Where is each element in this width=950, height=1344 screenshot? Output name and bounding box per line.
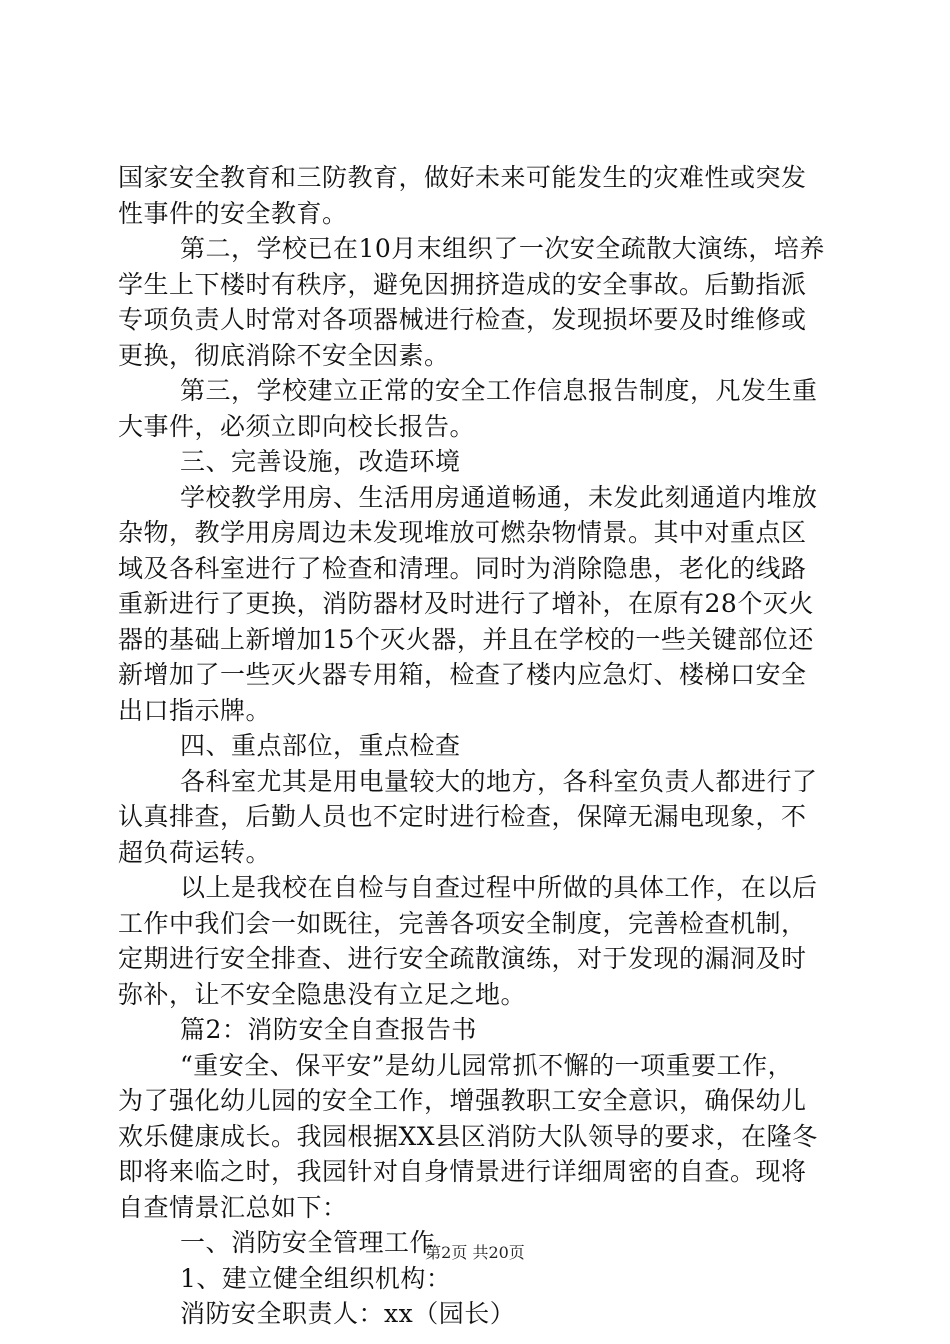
text-line: 学校教学用房、生活用房通道畅通，未发此刻通道内堆放 (180, 482, 818, 512)
text-line: 杂物，教学用房周边未发现堆放可燃杂物情景。其中对重点区 (118, 518, 807, 547)
text-line: 域及各科室进行了检查和清理。同时为消除隐患，老化的线路 (118, 553, 807, 583)
text-line: 重新进行了更换，消防器材及时进行了增补，在原有28个灭火 (118, 589, 814, 618)
text-line: 超负荷运转。 (118, 837, 272, 867)
text-line: 国家安全教育和三防教育，做好未来可能发生的灾难性或突发 (118, 163, 807, 192)
text-line: 以上是我校在自检与自查过程中所做的具体工作，在以后 (180, 873, 818, 902)
text-line: 认真排查，后勤人员也不定时进行检查，保障无漏电现象，不 (118, 802, 807, 831)
text-line: 第二，学校已在10月末组织了一次安全疏散大演练，培养 (180, 234, 825, 263)
text-line: 即将来临之时，我园针对自身情景进行详细周密的自查。现将 (118, 1157, 807, 1186)
text-line: 三、完善设施，改造环境 (180, 447, 461, 476)
text-line: 出口指示牌。 (118, 695, 272, 725)
text-line: 更换，彻底消除不安全因素。 (118, 340, 450, 370)
text-line: 器的基础上新增加15个灭火器，并且在学校的一些关键部位还 (118, 624, 814, 654)
text-line: 为了强化幼儿园的安全工作，增强教职工安全意识，确保幼儿 (118, 1086, 807, 1115)
text-line: 欢乐健康成长。我园根据XX县区消防大队领导的要求，在隆冬 (118, 1121, 818, 1151)
document-body (118, 160, 833, 1332)
text-line: 篇2：消防安全自查报告书 (180, 1015, 477, 1044)
page-footer: 第2页 共20页 (425, 1243, 525, 1262)
text-line: 第三，学校建立正常的安全工作信息报告制度，凡发生重 (180, 376, 818, 405)
text-line: 性事件的安全教育。 (118, 198, 348, 228)
text-line: 自查情景汇总如下： (118, 1192, 348, 1222)
text-line: “重安全、保平安”是幼儿园常抓不懈的一项重要工作， (180, 1050, 794, 1080)
text-line: 学生上下楼时有秩序，避免因拥挤造成的安全事故。后勤指派 (118, 269, 807, 299)
text-line: 一、消防安全管理工作 (180, 1228, 436, 1257)
text-line: 1、建立健全组织机构： (180, 1263, 452, 1293)
text-line: 新增加了一些灭火器专用箱，检查了楼内应急灯、楼梯口安全 (118, 660, 807, 689)
text-line: 工作中我们会一如既往，完善各项安全制度，完善检查机制， (118, 908, 807, 938)
text-line: 四、重点部位，重点检查 (180, 731, 461, 760)
text-line: 弥补，让不安全隐患没有立足之地。 (118, 979, 527, 1009)
text-line: 专项负责人时常对各项器械进行检查，发现损坏要及时维修或 (118, 305, 807, 334)
text-line: 定期进行安全排查、进行安全疏散演练，对于发现的漏洞及时 (118, 944, 807, 973)
text-line: 大事件，必须立即向校长报告。 (118, 411, 476, 441)
text-line: 各科室尤其是用电量较大的地方，各科室负责人都进行了 (180, 766, 818, 796)
text-line: 消防安全职责人：xx（园长） (180, 1299, 516, 1328)
